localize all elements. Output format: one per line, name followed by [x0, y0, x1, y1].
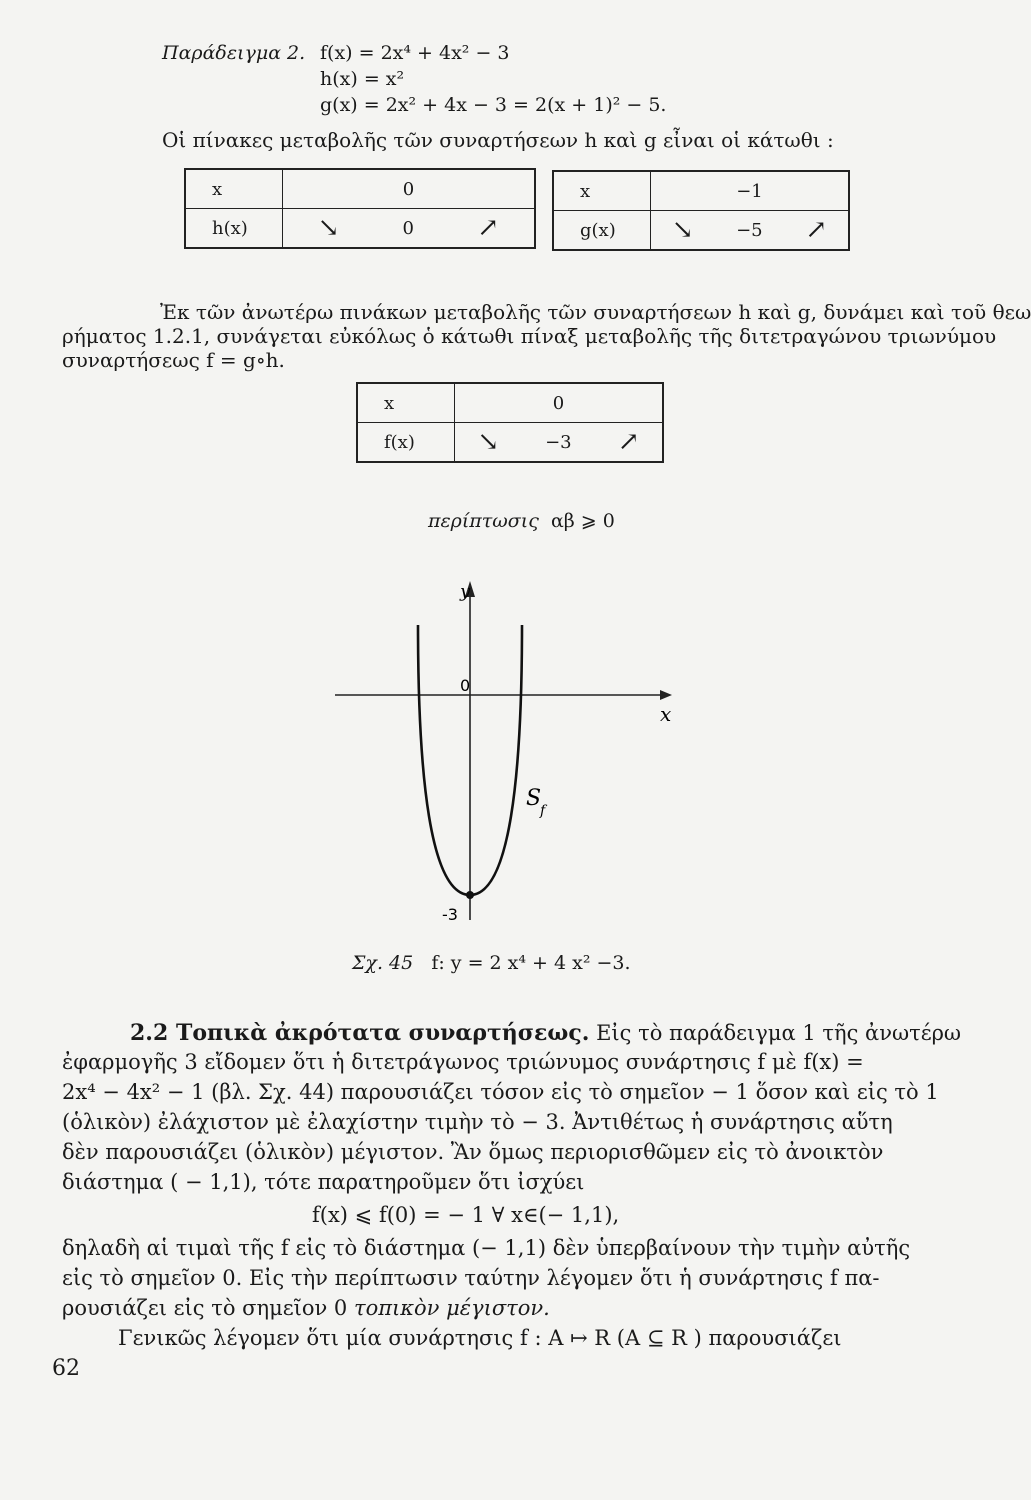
table-g-x-value: −1: [651, 171, 850, 211]
x-axis-label: x: [660, 702, 672, 726]
table-h-x-label: x: [185, 169, 283, 209]
body-line: δὲν παρουσιάζει (ὁλικὸν) μέγιστον. Ἂν ὅμως περιορισθῶμεν εἰς τὸ ἀνοικτὸν: [62, 1140, 884, 1164]
g-definition: g(x) = 2x² + 4x − 3 = 2(x + 1)² − 5.: [320, 94, 667, 116]
table-f-x-label: x: [357, 383, 455, 423]
table-f-min-value: −3: [545, 431, 572, 453]
page-number: 62: [52, 1356, 80, 1381]
h-definition: h(x) = x²: [320, 68, 405, 90]
body-line: εἰς τὸ σημεῖον 0. Εἰς τὴν περίπτωσιν ταύτην λέγομεν ὅτι ἡ συνάρτησις f πα-: [62, 1266, 880, 1290]
decreasing-arrow-icon: ↘: [317, 213, 340, 243]
table-h-x-value: 0: [283, 169, 536, 209]
f-definition: f(x) = 2x⁴ + 4x² − 3: [320, 42, 510, 64]
table-h-min-value: 0: [402, 217, 414, 239]
emphasis-term: τοπικὸν μέγιστον.: [353, 1296, 550, 1320]
increasing-arrow-icon: ↗: [617, 427, 640, 457]
table-g-fx-label: g(x): [580, 219, 616, 241]
figure-caption: [352, 952, 631, 974]
case-condition: περίπτωσις αβ ⩾ 0: [428, 510, 615, 532]
minimum-label: -3: [442, 905, 458, 924]
body-line: (ὁλικὸν) ἐλάχιστον μὲ ἐλαχίστην τιμὴν τὸ − 3. Ἀντιθέτως ἡ συνάρτησις αὕτη: [62, 1110, 893, 1134]
variation-table-f: [356, 382, 664, 463]
example-label: Παράδειγμα 2.: [162, 42, 306, 64]
table-f-fx-label: f(x): [384, 431, 415, 453]
tables-intro: Οἱ πίνακες μεταβολῆς τῶν συναρτήσεων h καὶ g εἶναι οἱ κάτωθι :: [162, 128, 834, 152]
table-g-min-value: −5: [736, 219, 763, 241]
curve-label-subscript: f: [540, 803, 546, 819]
origin-label: 0: [460, 676, 471, 695]
increasing-arrow-icon: ↗: [477, 213, 500, 243]
body-line: διάστημα ( − 1,1), τότε παρατηροῦμεν ὅτι ἰσχύει: [62, 1170, 585, 1194]
body-line: Γενικῶς λέγομεν ὅτι μία συνάρτησις f : A ↦ R (A ⊆ R ) παρουσιάζει: [118, 1326, 842, 1350]
section-text: Εἰς τὸ παράδειγμα 1 τῆς ἀνωτέρω: [596, 1021, 962, 1045]
paragraph-line: συναρτήσεως f = g∘h.: [62, 348, 285, 372]
y-axis-label: y: [460, 581, 471, 602]
increasing-arrow-icon: ↗: [805, 215, 828, 245]
variation-table-g: [552, 170, 850, 251]
body-line: 2x⁴ − 4x² − 1 (βλ. Σχ. 44) παρουσιάζει τόσον εἰς τὸ σημεῖον − 1 ὅσον καὶ εἰς τὸ 1: [62, 1080, 939, 1104]
table-h-fx-label: h(x): [212, 217, 248, 239]
paragraph-line: ρήματος 1.2.1, συνάγεται εὐκόλως ὁ κάτωθι πίναξ μεταβολῆς τῆς διτετραγώνου τριωνύμου: [62, 324, 997, 348]
formula-line: f(x) ⩽ f(0) = − 1 ∀ x∈(− 1,1),: [312, 1203, 620, 1227]
variation-table-h: [184, 168, 536, 249]
body-line: ρουσιάζει εἰς τὸ σημεῖον 0 τοπικὸν μέγιστον.: [62, 1296, 550, 1320]
section-heading: 2.2 Τοπικὰ ἀκρότατα συναρτήσεως.: [130, 1020, 590, 1046]
figure-number: Σχ. 45: [352, 952, 414, 974]
decreasing-arrow-icon: ↘: [477, 427, 500, 457]
body-line: ἐφαρμογῆς 3 εἴδομεν ὅτι ἡ διτετράγωνος τριώνυμος συνάρτησις f μὲ f(x) =: [62, 1050, 864, 1074]
decreasing-arrow-icon: ↘: [671, 215, 694, 245]
body-line: δηλαδὴ αἱ τιμαὶ τῆς f εἰς τὸ διάστημα (− 1,1) δὲν ὑπερβαίνουν τὴν τιμὴν αὐτῆς: [62, 1236, 911, 1260]
figure-caption-text: f: y = 2 x⁴ + 4 x² −3.: [431, 952, 631, 974]
function-graph: [330, 575, 690, 935]
table-g-x-label: x: [553, 171, 651, 211]
x-axis-arrow-icon: [660, 690, 672, 700]
table-f-x-value: 0: [455, 383, 664, 423]
paragraph-line: Ἐκ τῶν ἀνωτέρω πινάκων μεταβολῆς τῶν συναρτήσεων h καὶ g, δυνάμει καὶ τοῦ θεω: [160, 300, 1031, 324]
curve-label: S: [526, 786, 542, 811]
minimum-point: [466, 891, 474, 899]
section-first-line: [130, 1020, 961, 1046]
